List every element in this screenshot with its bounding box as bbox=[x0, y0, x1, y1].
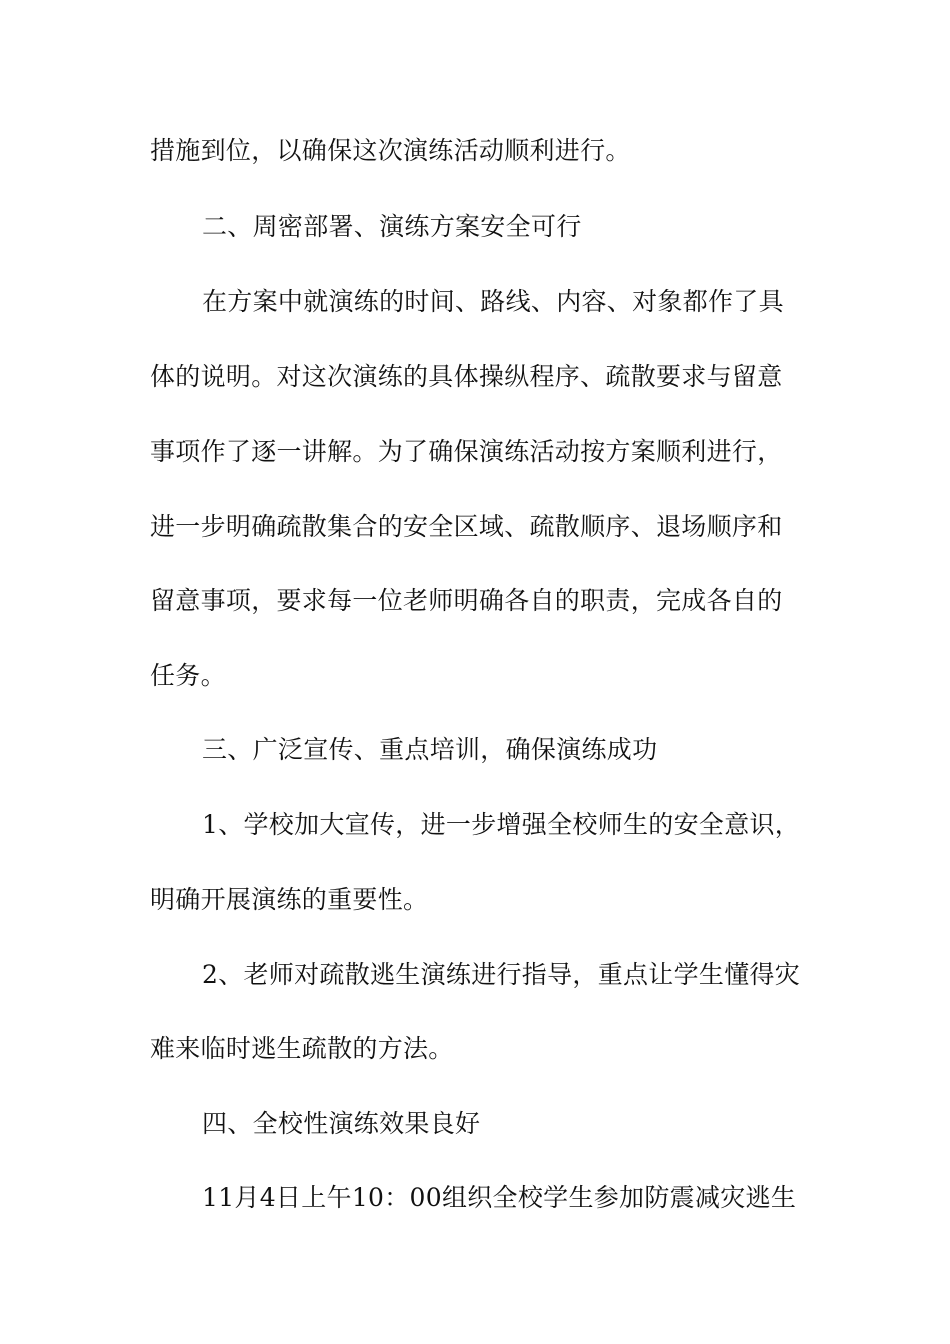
text-line: 留意事项，要求每一位老师明确各自的职责，完成各自的 bbox=[150, 586, 783, 615]
section-heading: 三、广泛宣传、重点培训，确保演练成功 bbox=[202, 735, 658, 764]
text-line: 11月4日上午10：00组织全校学生参加防震减灾逃生 bbox=[202, 1183, 797, 1212]
text-line: 体的说明。对这次演练的具体操纵程序、疏散要求与留意 bbox=[150, 362, 783, 391]
section-heading: 二、周密部署、演练方案安全可行 bbox=[202, 212, 582, 241]
text-line: 进一步明确疏散集合的安全区域、疏散顺序、退场顺序和 bbox=[150, 512, 783, 541]
text-line: 任务。 bbox=[150, 661, 226, 690]
text-line: 明确开展演练的重要性。 bbox=[150, 885, 429, 914]
text-line: 在方案中就演练的时间、路线、内容、对象都作了具 bbox=[202, 287, 784, 316]
section-heading: 四、全校性演练效果良好 bbox=[202, 1109, 481, 1138]
text-line: 事项作了逐一讲解。为了确保演练活动按方案顺利进行， bbox=[150, 437, 783, 466]
text-line: 1、学校加大宣传，进一步增强全校师生的安全意识， bbox=[202, 810, 801, 839]
text-line: 难来临时逃生疏散的方法。 bbox=[150, 1034, 454, 1063]
text-line: 2、老师对疏散逃生演练进行指导，重点让学生懂得灾 bbox=[202, 960, 801, 989]
text-line: 措施到位，以确保这次演练活动顺利进行。 bbox=[150, 136, 631, 165]
